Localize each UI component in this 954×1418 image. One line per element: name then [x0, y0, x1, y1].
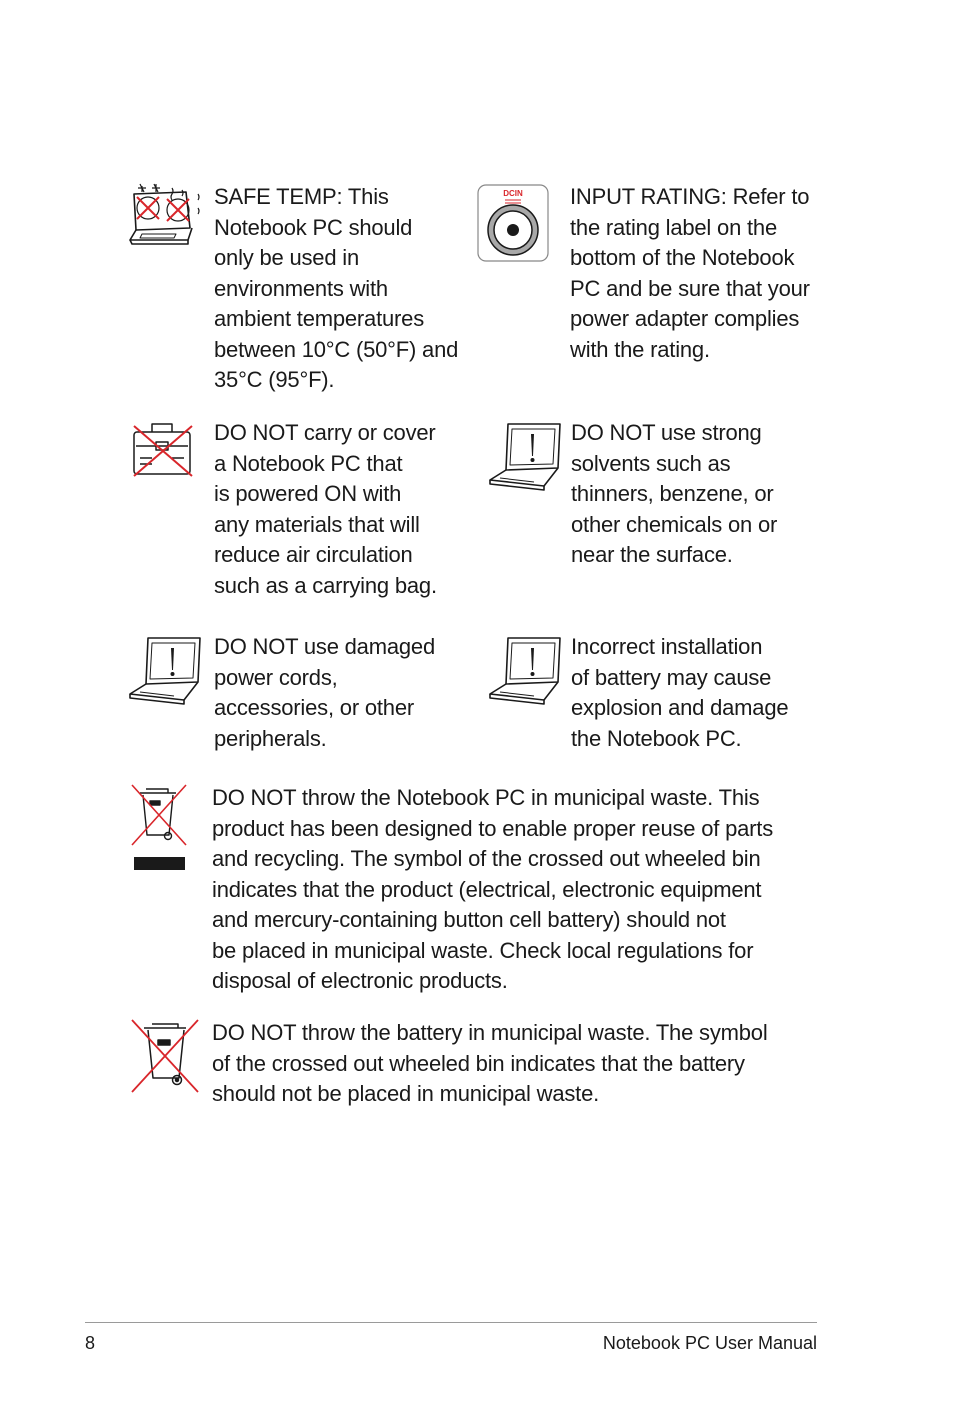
notice-text: INPUT RATING: Refer to the rating label on the bottom of the Notebook PC and be sure that your power adapter complies with the rating. — [570, 184, 810, 362]
notice-weee-battery — [128, 1018, 818, 1128]
laptop-warning-icon — [488, 418, 564, 497]
footer-divider — [85, 1322, 817, 1323]
notice-input-rating — [477, 182, 822, 382]
no-bag-icon — [130, 418, 196, 485]
dc-input-icon — [477, 182, 551, 269]
temperature-warning-icon — [128, 182, 208, 259]
page-number: 8 — [85, 1333, 96, 1353]
laptop-warning-icon — [128, 632, 204, 711]
notice-weee-product — [128, 783, 818, 1003]
notice-no-cover — [130, 418, 470, 618]
notice-battery-install — [488, 632, 828, 772]
notice-text: DO NOT throw the Notebook PC in municipal waste. This product has been designed to enable proper reuse of parts and recycling. The symbol of the crossed out wheeled bin indicates that the product (electrical, electronic equipment and mercury-containing button cell battery) should not be placed in municipal waste. Check local regulations for disposal of electronic products. — [212, 785, 773, 993]
notice-safe-temp — [128, 182, 468, 402]
manual-title: Notebook PC User Manual — [602, 1333, 817, 1353]
crossed-bin-icon — [128, 783, 190, 880]
notice-no-damaged — [128, 632, 468, 772]
notice-text: SAFE TEMP: This Notebook PC should only be used in environments with ambient temperatures between 10°C (50°F) and 35°C (95°F). — [214, 184, 459, 392]
notice-text: DO NOT use strong solvents such as thinners, benzene, or other chemicals on or near the surface. — [571, 420, 778, 567]
notice-text: DO NOT throw the battery in municipal waste. The symbol of the crossed out wheeled bin indicates that the battery should not be placed in municipal waste. — [212, 1020, 768, 1106]
crossed-bin-icon — [128, 1018, 202, 1101]
notice-text: Incorrect installation of battery may cause explosion and damage the Notebook PC. — [571, 634, 789, 751]
notice-text: DO NOT use damaged power cords, accessories, or other peripherals. — [214, 634, 435, 751]
notice-text: DO NOT carry or cover a Notebook PC that is powered ON with any materials that will reduce air circulation such as a carrying bag. — [214, 420, 437, 598]
laptop-warning-icon — [488, 632, 564, 711]
dcin-label: DCIN — [503, 189, 523, 198]
notice-no-solvents — [488, 418, 828, 598]
